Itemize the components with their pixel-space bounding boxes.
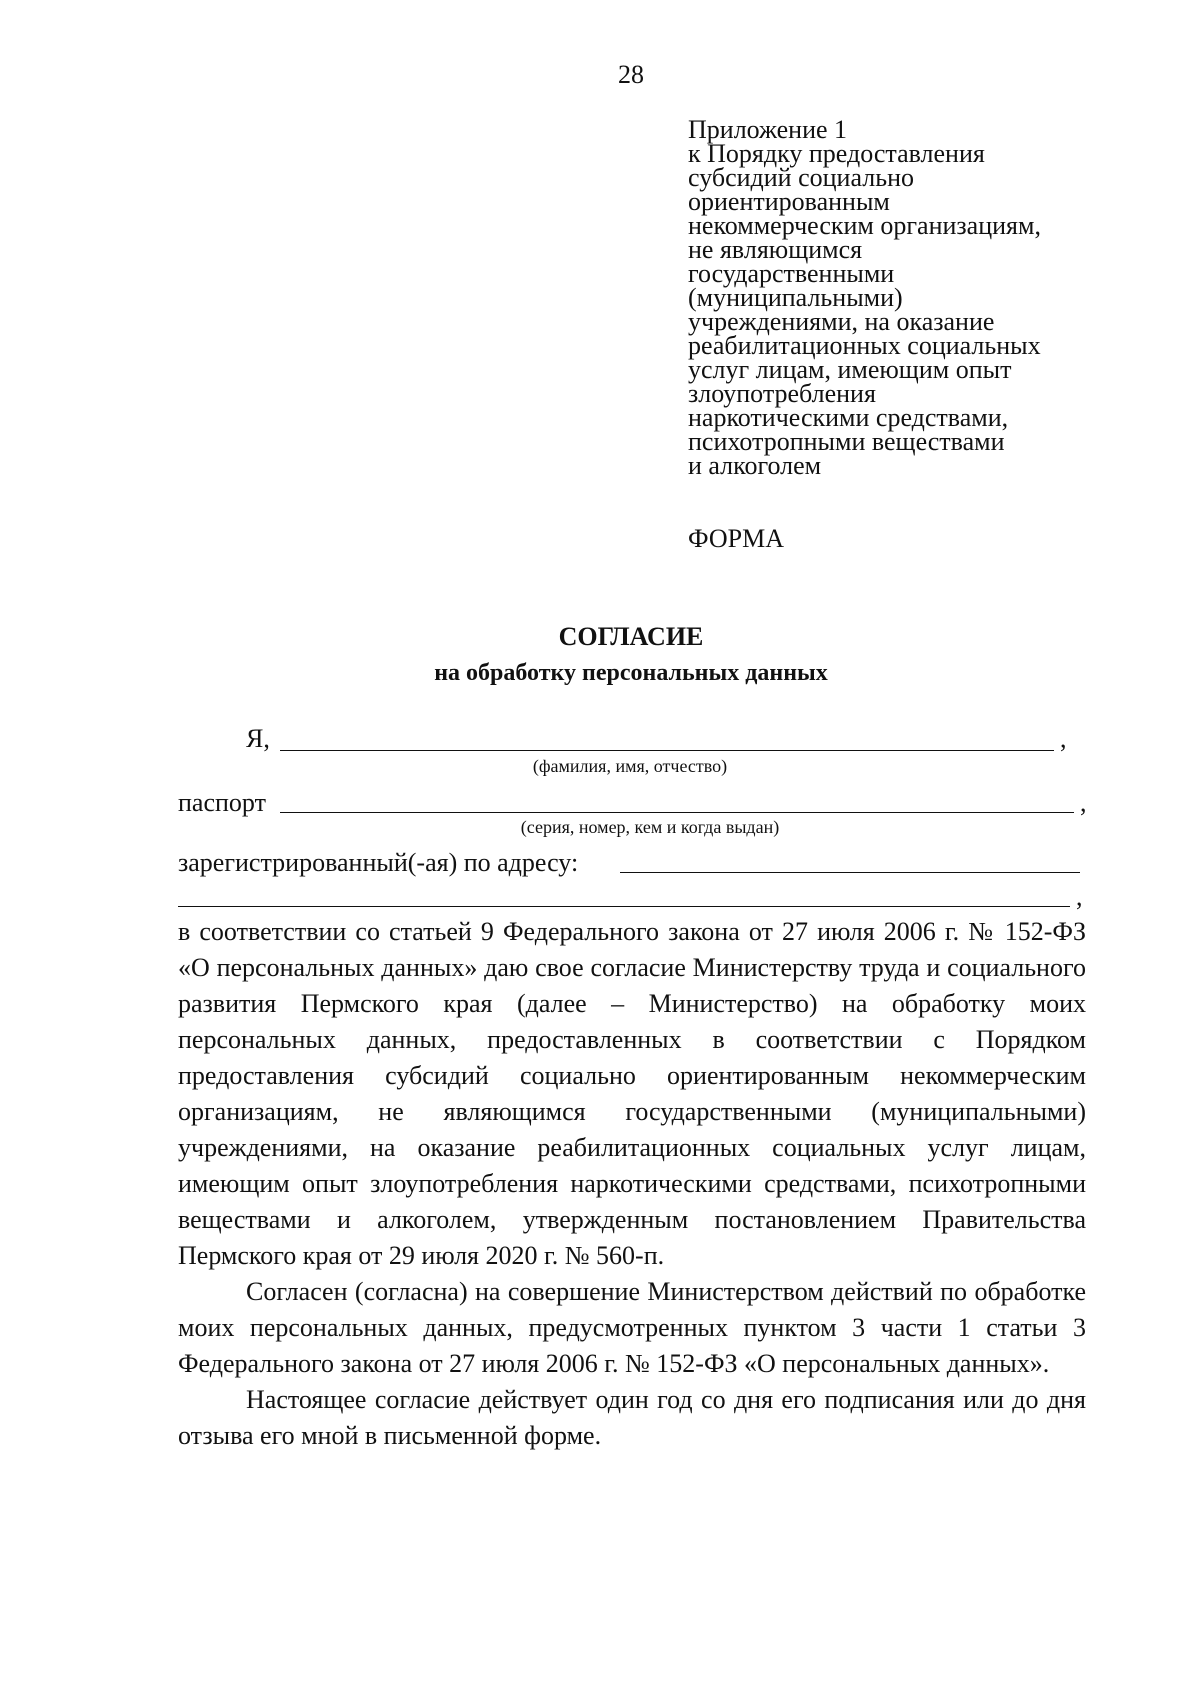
name-input-line[interactable] [280, 750, 1054, 751]
appendix-line: психотропными веществами [688, 427, 1005, 456]
address-input-line[interactable] [620, 872, 1080, 873]
consent-paragraph: Согласен (согласна) на совершение Министерством действий по обработке моих персональных данных, предусмотренных пунктом 3 части 1 статьи 3 Федерального закона от 27 июля 2006 г. № 152-ФЗ «О персональных данных». [178, 1277, 1086, 1378]
appendix-line: не являющимся [688, 235, 863, 264]
appendix-line: наркотическими средствами, [688, 403, 1009, 432]
appendix-line: реабилитационных социальных [688, 331, 1041, 360]
address-input-line-2[interactable] [178, 906, 1070, 907]
consent-paragraph: в соответствии со статьей 9 Федерального закона от 27 июля 2006 г. № 152-ФЗ «О персональных данных» даю свое согласие Министерству труда и социального развития Пермского края (далее – Министерство) на обработку моих персональных данных, предоставленных в соответствии с Порядком предоставления субсидий социально ориентированным некоммерческим организациям, не являющимся государственными (муниципальными) учреждениями, на оказание реабилитационных социальных услуг лицам, имеющим опыт злоупотребления наркотическими средствами, психотропными веществами и алкоголем, утвержденным постановлением Правительства Пермского края от 29 июля 2020 г. № 560-п. [178, 917, 1086, 1270]
document-subtitle: на обработку персональных данных [434, 660, 828, 686]
appendix-line: злоупотребления [688, 379, 876, 408]
passport-label: паспорт [178, 788, 266, 817]
appendix-line: ориентированным [688, 187, 890, 216]
appendix-line: некоммерческим организациям, [688, 211, 1041, 240]
appendix-line: субсидий социально [688, 163, 914, 192]
passport-input-line[interactable] [280, 812, 1074, 813]
name-label: Я, [246, 724, 270, 753]
appendix-line: и алкоголем [688, 451, 822, 480]
form-label: ФОРМА [688, 524, 784, 553]
passport-hint: (серия, номер, кем и когда выдан) [520, 817, 780, 837]
appendix-line: к Порядку предоставления [688, 139, 985, 168]
name-comma: , [1060, 724, 1067, 753]
consent-body [178, 914, 1086, 1454]
page-number: 28 [618, 60, 644, 89]
consent-paragraph: Настоящее согласие действует один год со дня его подписания или до дня отзыва его мной в письменной форме. [178, 1385, 1086, 1450]
appendix-line: учреждениями, на оказание [688, 307, 995, 336]
address-comma: , [1076, 882, 1083, 911]
appendix-line: (муниципальными) [688, 283, 903, 312]
passport-comma: , [1080, 788, 1087, 817]
name-hint: (фамилия, имя, отчество) [532, 756, 728, 776]
document-title: СОГЛАСИЕ [558, 622, 704, 651]
appendix-line: услуг лицам, имеющим опыт [688, 355, 1012, 384]
appendix-line: государственными [688, 259, 895, 288]
address-label: зарегистрированный(-ая) по адресу: [178, 848, 579, 877]
appendix-block [688, 115, 1148, 480]
appendix-line: Приложение 1 [688, 115, 848, 144]
